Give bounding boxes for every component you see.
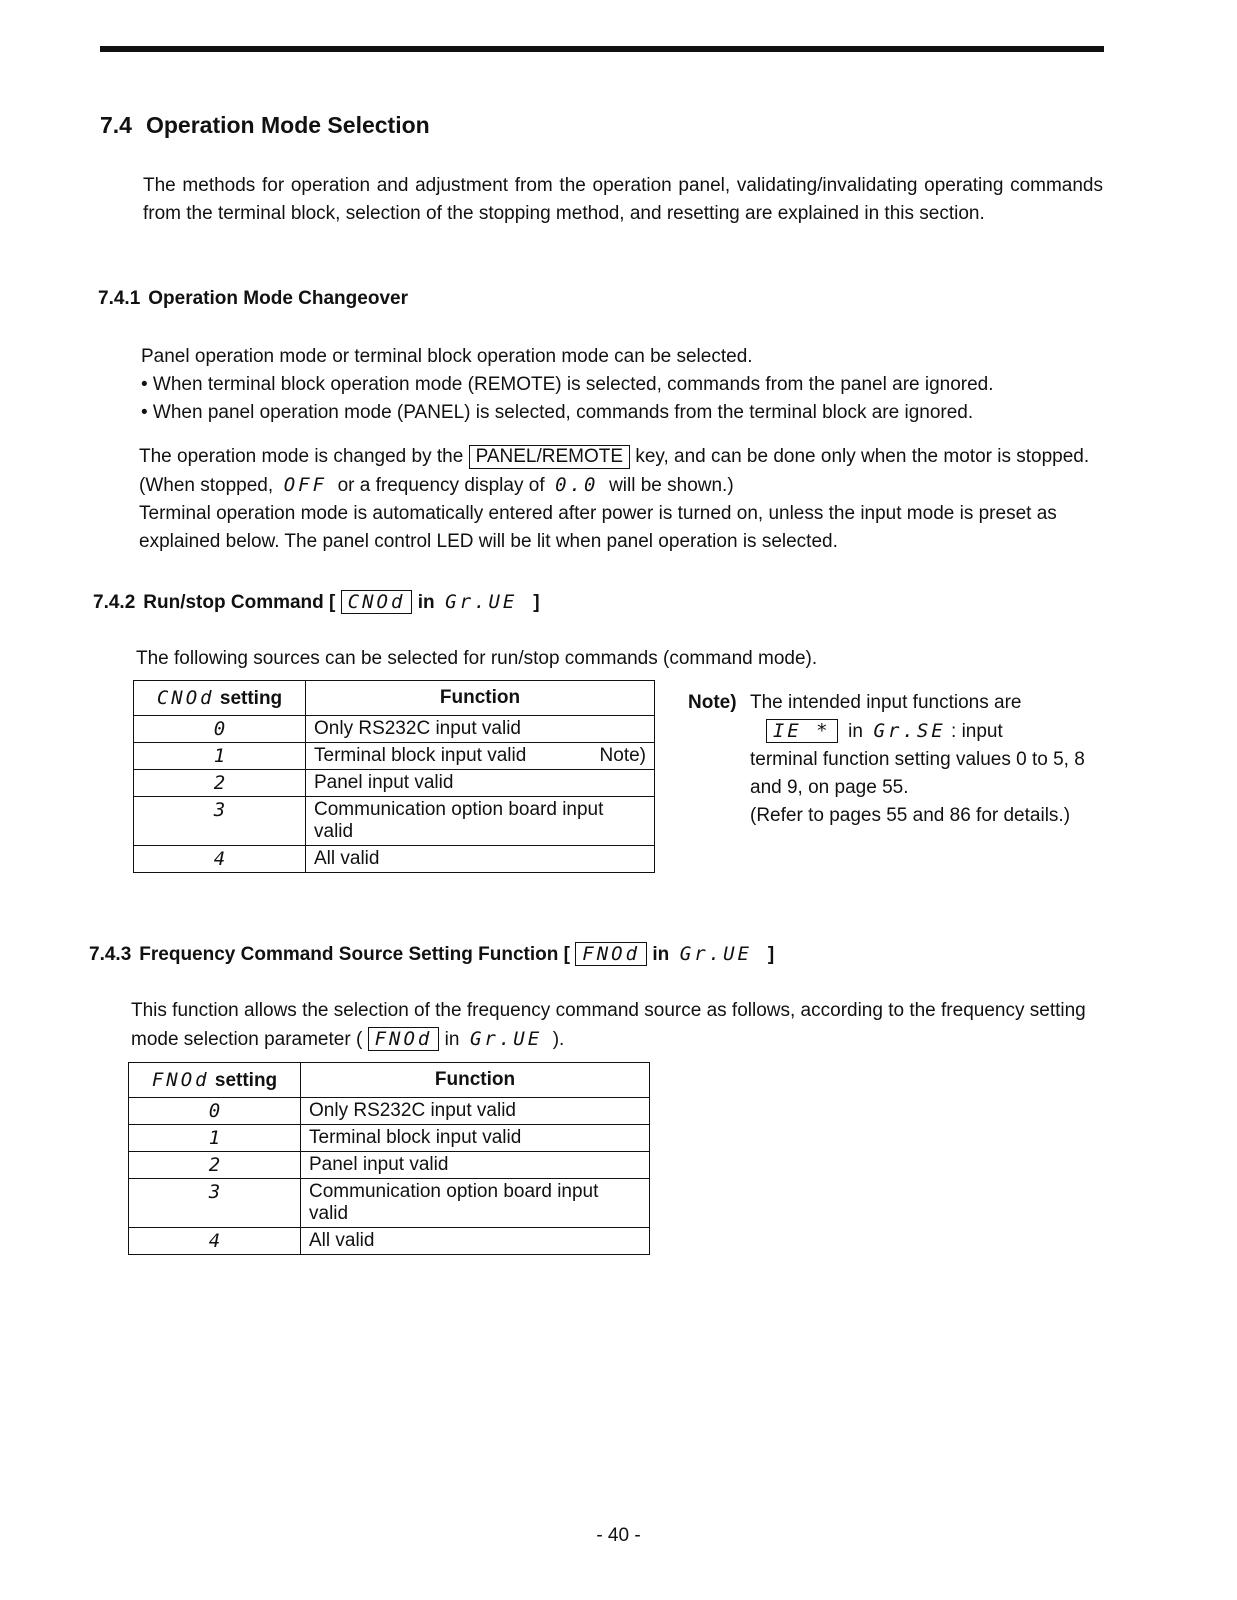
bullet-panel: • When panel operation mode (PANEL) is selected, commands from the terminal block are ignored.: [141, 402, 974, 423]
command-mode-table: [133, 680, 655, 873]
section-number: 7.4: [100, 112, 132, 138]
in-word: in: [417, 592, 435, 613]
row-note: Note): [599, 745, 646, 766]
note-line: The intended input functions are: [750, 692, 1022, 713]
mode-description: [141, 343, 1101, 427]
param-fnod: FNOd: [575, 942, 647, 966]
group-display: Gr.SE: [873, 720, 946, 742]
subsection-heading-741: [98, 288, 408, 310]
text-fragment: The operation mode is changed by the: [139, 446, 464, 467]
param-label: CNOd: [156, 686, 215, 709]
bracket: ]: [767, 944, 775, 965]
mode-line: Panel operation mode or terminal block operation mode can be selected.: [141, 346, 753, 367]
note-line: (Refer to pages 55 and 86 for details.): [750, 805, 1071, 826]
changeover-paragraph: [139, 443, 1104, 556]
setting-value: 2: [129, 1152, 301, 1179]
table-row: [129, 1152, 650, 1179]
table-row: [129, 1179, 650, 1228]
note-line: : input: [951, 721, 1003, 742]
function-cell: Communication option board input valid: [306, 797, 655, 846]
freq-display: 0.0: [555, 474, 599, 496]
text-fragment: This function allows the selection of the frequency command source as follows, according to the frequency setting mode selection parameter (: [131, 1000, 1086, 1050]
function-cell: Only RS232C input valid: [301, 1098, 650, 1125]
table-row: [134, 716, 655, 743]
setting-value: 4: [134, 846, 306, 873]
setting-value: 1: [129, 1125, 301, 1152]
table-row: [134, 846, 655, 873]
subsection-number: 7.4.2: [93, 592, 136, 613]
note-label: Note): [688, 692, 737, 713]
setting-value: 1: [134, 743, 306, 770]
function-cell: Panel input valid: [306, 770, 655, 797]
group-display: Gr.UE: [469, 1028, 543, 1050]
param-ie: IE *: [766, 719, 838, 743]
frequency-lead: [131, 997, 1101, 1054]
param-cnod: CNOd: [341, 590, 413, 614]
table-row: [129, 1098, 650, 1125]
function-cell: All valid: [301, 1228, 650, 1255]
in-word: in: [848, 721, 863, 742]
note-line: terminal function setting values 0 to 5, 8 and 9, on page 55.: [750, 749, 1085, 798]
off-display: OFF: [283, 474, 328, 496]
setting-header: [134, 681, 306, 716]
setting-value: 4: [129, 1228, 301, 1255]
function-text: Terminal block input valid: [314, 745, 527, 766]
subsection-title: Frequency Command Source Setting Function: [139, 944, 559, 965]
function-cell: Only RS232C input valid: [306, 716, 655, 743]
subsection-heading-743: [89, 942, 774, 966]
table-row: [134, 770, 655, 797]
frequency-mode-table: [128, 1062, 650, 1255]
section-title: Operation Mode Selection: [145, 112, 430, 138]
bracket: [: [563, 944, 570, 965]
function-cell: Terminal block input valid: [301, 1125, 650, 1152]
function-cell: Communication option board input valid: [301, 1179, 650, 1228]
group-display: Gr.UE: [445, 591, 518, 613]
table-header-row: [129, 1063, 650, 1098]
in-word: in: [444, 1029, 460, 1050]
setting-header: [129, 1063, 301, 1098]
setting-value: 3: [134, 797, 306, 846]
function-header: Function: [306, 681, 655, 716]
intro-paragraph: The methods for operation and adjustment from the operation panel, validating/invalidating operating commands from the terminal block, selection of the stopping method, and resetting are explained in this section.: [143, 175, 1103, 224]
note-body: [750, 689, 1110, 830]
subsection-number: 7.4.3: [89, 944, 132, 965]
setting-value: 3: [129, 1179, 301, 1228]
header-label: setting: [214, 1069, 278, 1091]
table-row: [134, 743, 655, 770]
function-cell: [306, 743, 655, 770]
run-stop-lead: The following sources can be selected for run/stop commands (command mode).: [136, 648, 818, 669]
text-fragment: key, and can be done only when the motor is stopped. (When stopped,: [139, 446, 1090, 496]
subsection-title: Operation Mode Changeover: [148, 288, 408, 309]
in-word: in: [652, 944, 670, 965]
subsection-title: Run/stop Command: [143, 592, 324, 613]
top-rule: [100, 46, 1104, 52]
subsection-heading-742: [93, 590, 540, 614]
function-cell: All valid: [306, 846, 655, 873]
text-fragment: Terminal operation mode is automatically entered after power is turned on, unless the input mode is preset as explained below. The panel control LED will be lit when panel operation is selected.: [139, 503, 1057, 552]
section-heading: [100, 112, 430, 139]
subsection-number: 7.4.1: [98, 288, 141, 309]
setting-value: 2: [134, 770, 306, 797]
table-row: [129, 1228, 650, 1255]
group-display: Gr.UE: [679, 943, 752, 965]
text-fragment: or a frequency display of: [337, 475, 545, 496]
table-row: [134, 797, 655, 846]
header-label: setting: [219, 687, 283, 709]
bracket: [: [329, 592, 336, 613]
panel-remote-key: PANEL/REMOTE: [469, 445, 630, 469]
param-fnod: FNOd: [368, 1027, 440, 1051]
table-row: [129, 1125, 650, 1152]
function-cell: Panel input valid: [301, 1152, 650, 1179]
bracket: ]: [533, 592, 540, 613]
page-number: - 40 -: [596, 1525, 641, 1546]
table-header-row: [134, 681, 655, 716]
param-label: FNOd: [151, 1068, 210, 1091]
bullet-remote: • When terminal block operation mode (REMOTE) is selected, commands from the panel are ignored.: [141, 374, 994, 395]
text-fragment: ).: [552, 1029, 565, 1050]
setting-value: 0: [134, 716, 306, 743]
text-fragment: will be shown.): [609, 475, 734, 496]
setting-value: 0: [129, 1098, 301, 1125]
function-header: Function: [301, 1063, 650, 1098]
